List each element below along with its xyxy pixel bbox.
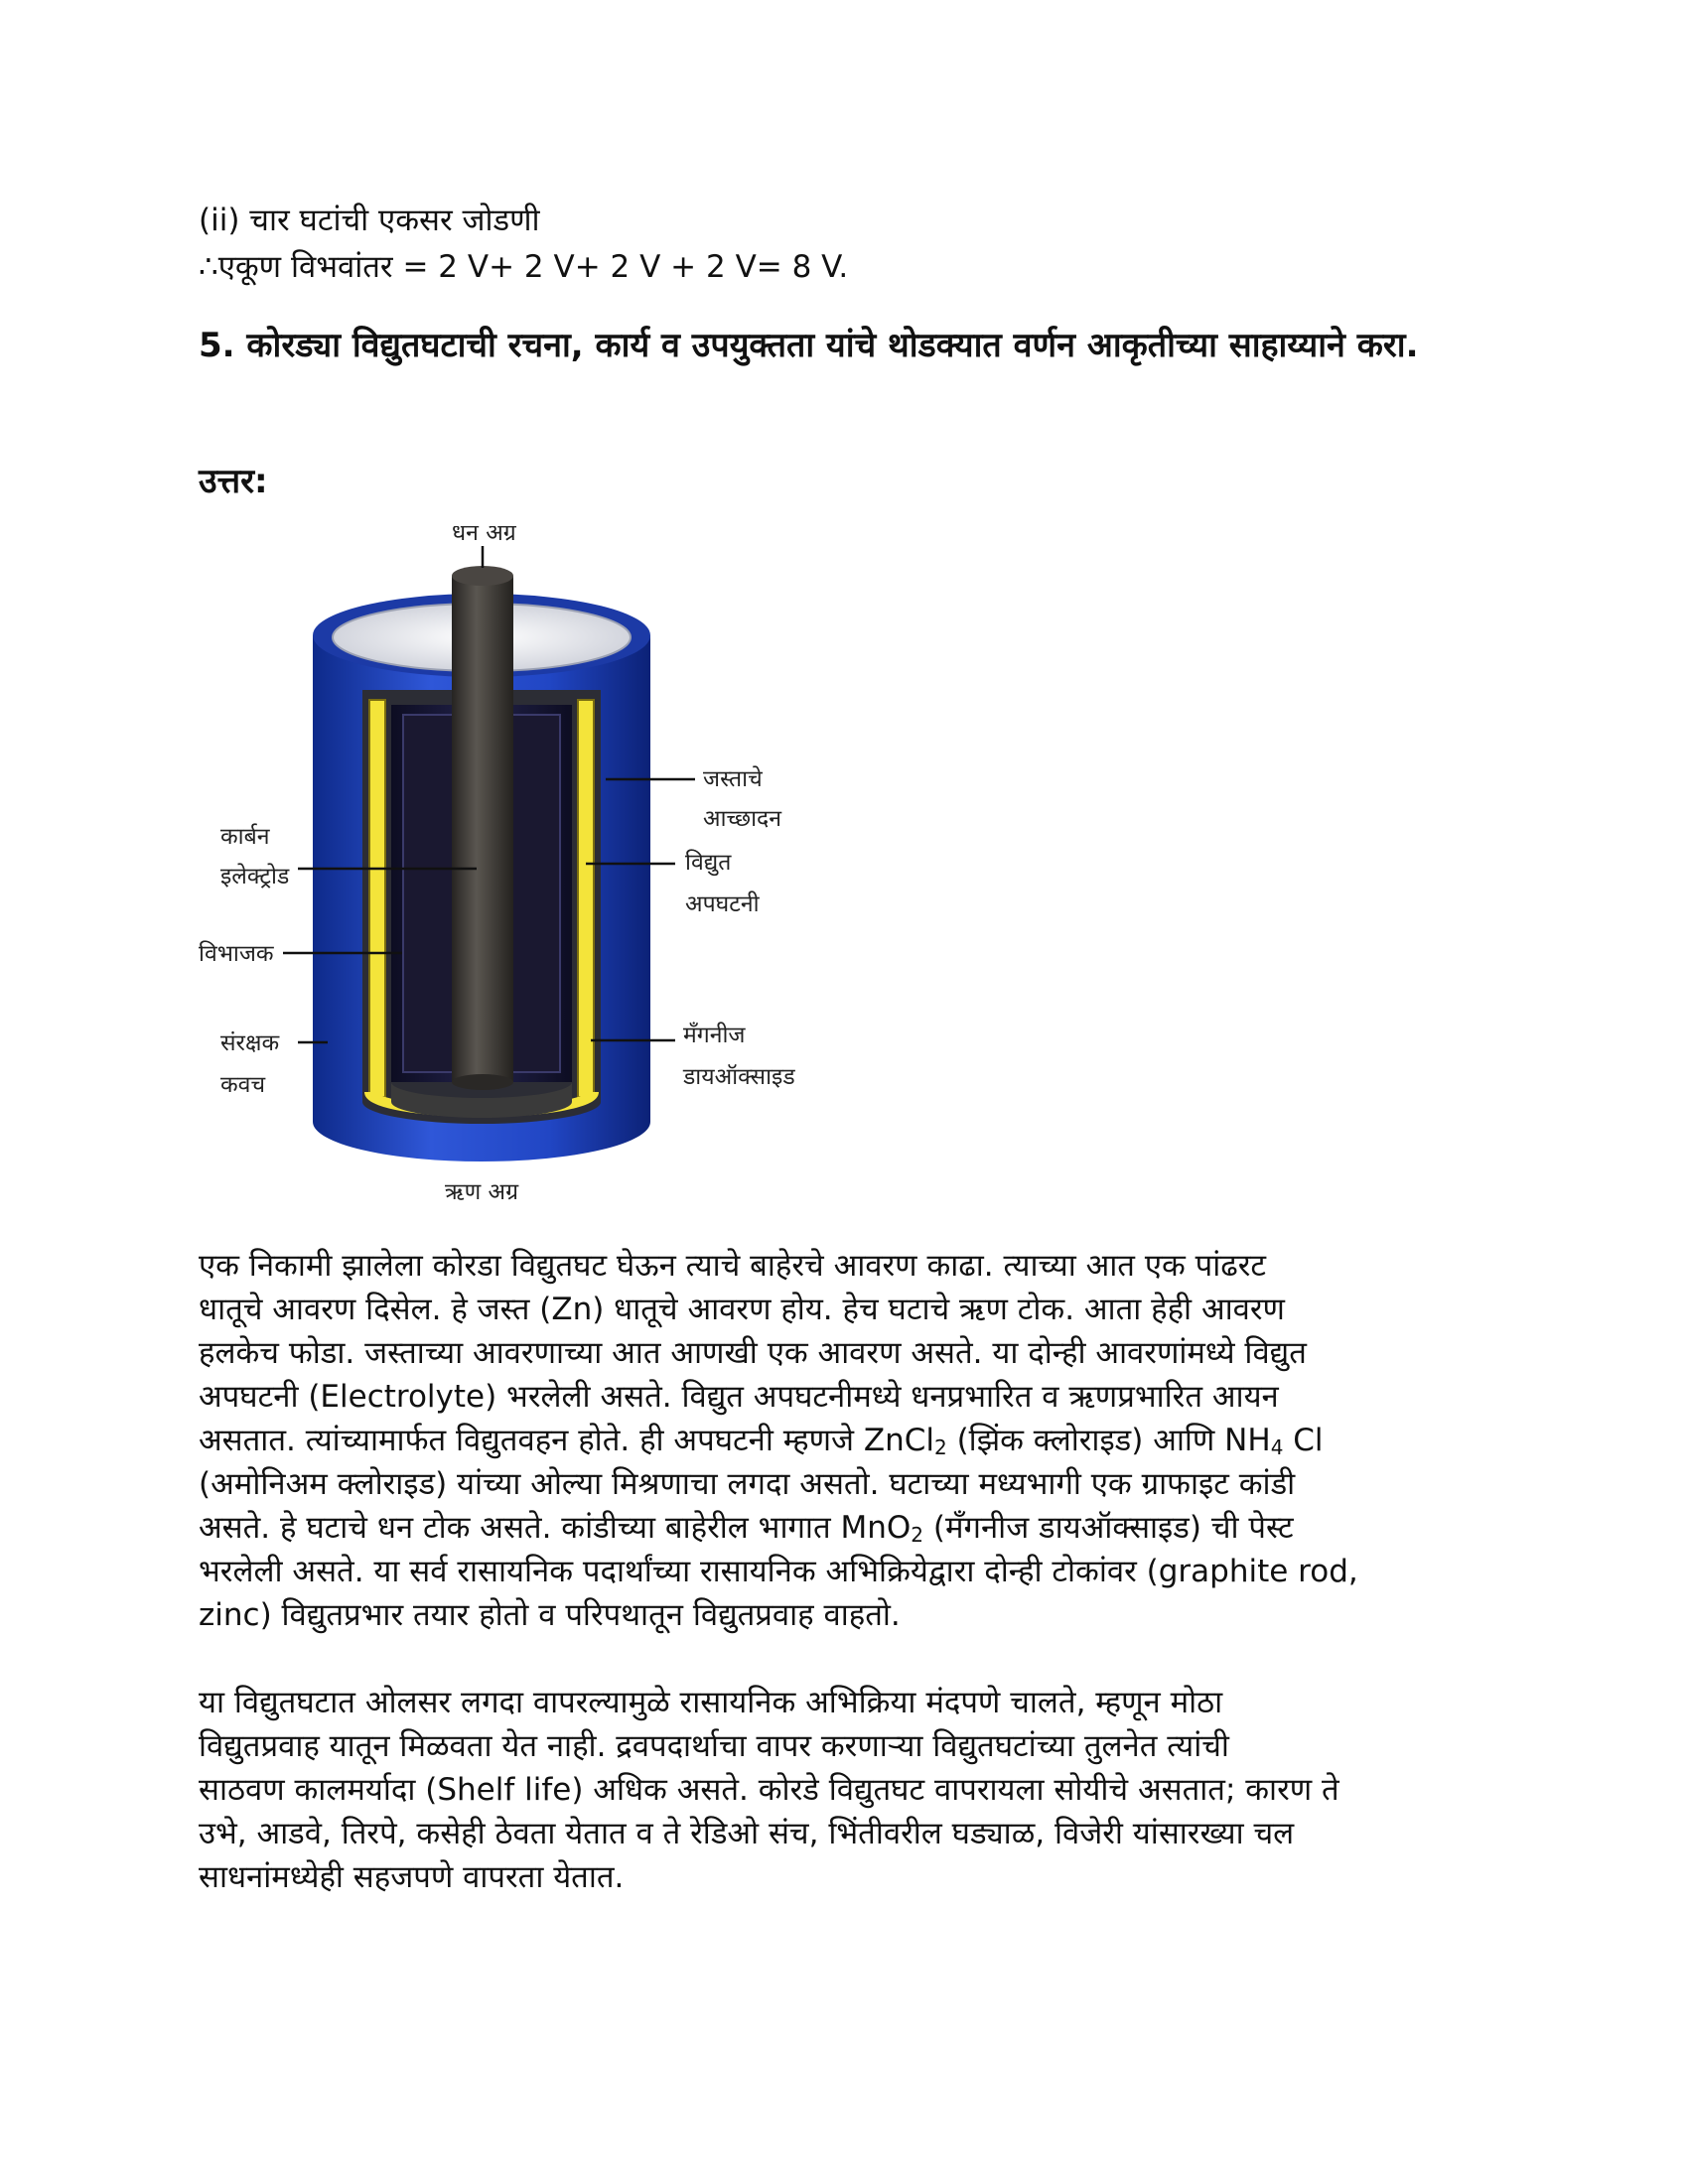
paragraph-2	[199, 1681, 1489, 1899]
para1-line7-b: (मँगनीज डायऑक्साइड) ची पेस्ट	[923, 1510, 1294, 1546]
para1-line: भरलेली असते. या सर्व रासायनिक पदार्थांच्या रासायनिक अभिक्रियेद्वारा दोन्ही टोकांवर (graphite rod,	[199, 1554, 1358, 1589]
label-zinc-casing-1: जस्ताचे	[703, 766, 763, 792]
subscript-2: 2	[933, 1435, 947, 1459]
para1-line: zinc) विद्युतप्रभार तयार होतो व परिपथातून विद्युतप्रवाह वाहतो.	[199, 1597, 901, 1633]
subscript-4: 4	[1270, 1435, 1284, 1459]
para1-line: हलकेच फोडा. जस्ताच्या आवरणाच्या आत आणखी एक आवरण असते. या दोन्ही आवरणांमध्ये विद्युत	[199, 1335, 1307, 1371]
para1-line: (अमोनिअम क्लोराइड) यांच्या ओल्या मिश्रणाचा लगदा असतो. घटाच्या मध्यभागी एक ग्राफाइट कांडी	[199, 1466, 1296, 1502]
label-separator: विभाजक	[199, 941, 274, 967]
para2-line: साधनांमध्येही सहजपणे वापरता येतात.	[199, 1859, 625, 1895]
intro-line-1: (ii) चार घटांची एकसर जोडणी	[199, 203, 540, 238]
para1-line	[199, 1506, 1489, 1550]
para2-line: या विद्युतघटात ओलसर लगदा वापरल्यामुळे रासायनिक अभिक्रिया मंदपणे चालते, म्हणून मोठा	[199, 1685, 1223, 1720]
label-protective-2: कवच	[220, 1072, 266, 1098]
label-positive-terminal: धन अग्र	[452, 526, 516, 546]
label-protective-1: संरक्षक	[220, 1030, 280, 1056]
para2-line: विद्युतप्रवाह यातून मिळवता येत नाही. द्रवपदार्थाचा वापर करणाऱ्या विद्युतघटांच्या तुलनेत त्यांची	[199, 1728, 1229, 1764]
dry-cell-diagram	[189, 526, 844, 1211]
para1-line7-a: असते. हे घटाचे धन टोक असते. कांडीच्या बाहेरील भागात MnO	[199, 1510, 912, 1546]
question-heading: 5. कोरड्या विद्युतघटाची रचना, कार्य व उपयुक्तता यांचे थोडक्यात वर्णन आकृतीच्या साहाय्याने करा.	[199, 326, 1419, 365]
label-carbon-electrode-1: कार्बन	[220, 824, 270, 850]
para1-line	[199, 1419, 1489, 1462]
answer-label: उत्तर:	[199, 462, 268, 501]
label-carbon-electrode-2: इलेक्ट्रोड	[220, 864, 290, 889]
paragraph-1	[199, 1244, 1489, 1637]
para1-line5-c: Cl	[1283, 1423, 1324, 1458]
label-electrolyte-2: अपघटनी	[685, 891, 760, 917]
label-zinc-casing-2: आच्छादन	[703, 806, 782, 832]
intro-line-2: ∴एकूण विभवांतर = 2 V+ 2 V+ 2 V + 2 V= 8 V.	[199, 249, 849, 285]
para1-line5-b: (झिंक क्लोराइड) आणि NH	[946, 1423, 1271, 1458]
carbon-rod-shape	[452, 566, 513, 1090]
para1-line: धातूचे आवरण दिसेल. हे जस्त (Zn) धातूचे आवरण होय. हेच घटाचे ऋण टोक. आता हेही आवरण	[199, 1292, 1285, 1327]
label-mno2-1: मँगनीज	[683, 1023, 746, 1048]
para2-line: उभे, आडवे, तिरपे, कसेही ठेवता येतात व ते रेडिओ संच, भिंतीवरील घड्याळ, विजेरी यांसारख्या चल	[199, 1816, 1295, 1851]
label-negative-terminal: ऋण अग्र	[445, 1179, 519, 1205]
label-electrolyte-1: विद्युत	[685, 850, 732, 876]
para2-line: साठवण कालमर्यादा (Shelf life) अधिक असते. कोरडे विद्युतघट वापरायला सोयीचे असतात; कारण ते	[199, 1772, 1339, 1808]
para1-line: अपघटनी (Electrolyte) भरलेली असते. विद्युत अपघटनीमध्ये धनप्रभारित व ऋणप्रभारित आयन	[199, 1379, 1279, 1415]
para1-line: एक निकामी झालेला कोरडा विद्युतघट घेऊन त्याचे बाहेरचे आवरण काढा. त्याच्या आत एक पांढरट	[199, 1248, 1267, 1284]
para1-line5-a: असतात. त्यांच्यामार्फत विद्युतवहन होते. ही अपघटनी म्हणजे ZnCl	[199, 1423, 934, 1458]
label-mno2-2: डायऑक्साइड	[683, 1064, 795, 1090]
subscript-2: 2	[911, 1523, 924, 1547]
